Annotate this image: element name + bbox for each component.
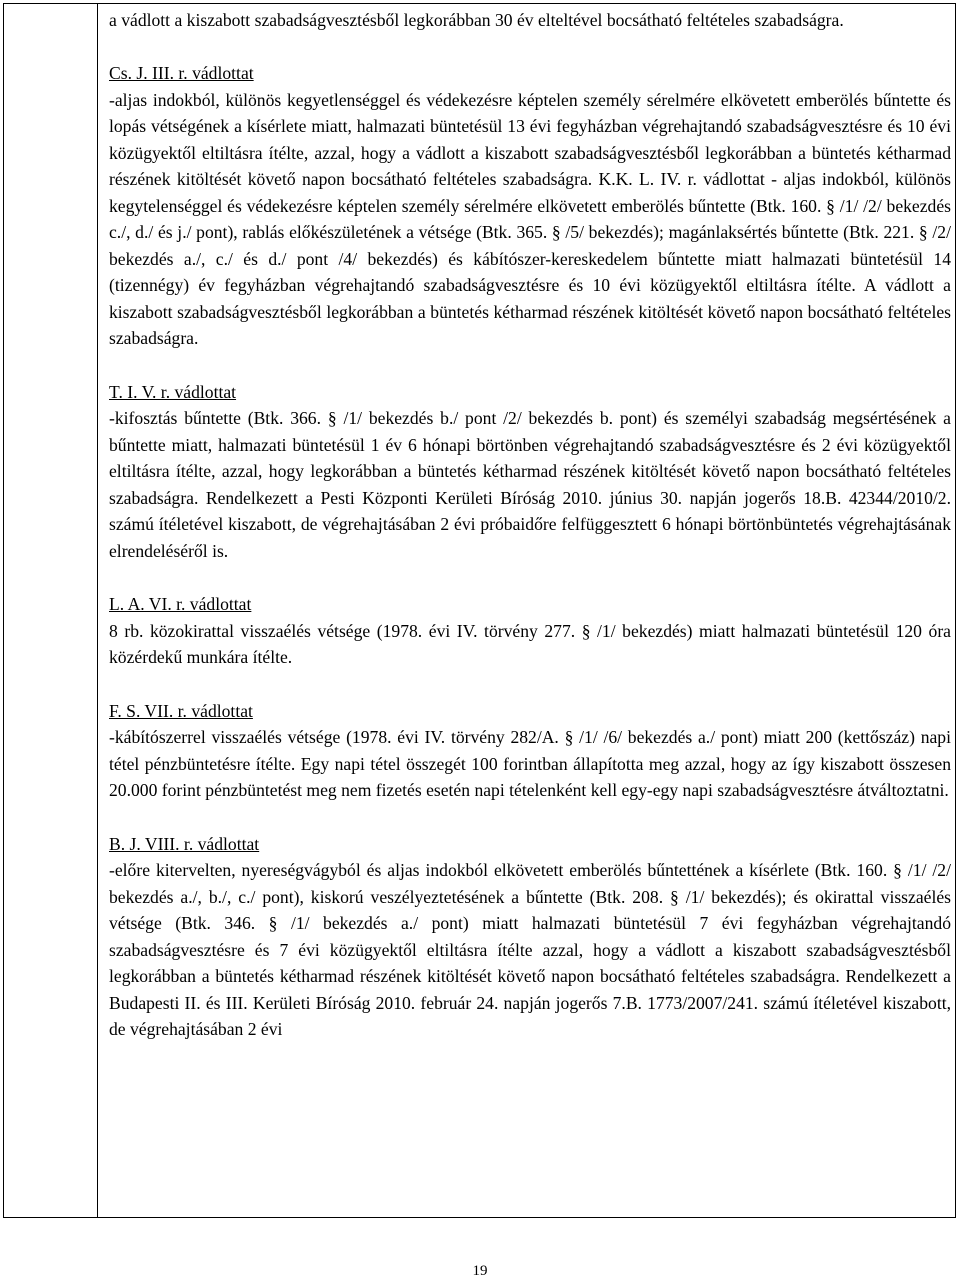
section-paragraph-cs-j: -aljas indokból, különös kegyetlenséggel és védekezésre képtelen személy sérelmére elkövetett emberölés bűntette és lopás vétségének a kísérlete miatt, halmazati büntetésül 13 évi fegyházban végrehajtandó szabadságvesztésre és 10 évi közügyektől eltiltásra ítélte, azzal, hogy a vádlott a kiszabott szabadságvesztésből legkorábban a büntetés kétharmad részének kitöltését követő napon bocsátható feltételes szabadságra. K.K. L. IV. r. vádlottat - aljas indokból, különös kegytelenséggel és védekezésre képtelen személy sérelmére elkövetett emberölés bűntette (Btk. 160. § /1/ /2/ bekezdés c./, d./ és j./ pont), rablás előkészületének a vétsége (Btk. 365. § /5/ bekezdés); magánlaksértés bűntette (Btk. 221. § /2/ bekezdés a./, c./ és d./ pont /4/ bekezdés) és kábítószer-kereskedelem bűntette miatt halmazati büntetésül 14 (tizennégy) év fegyházban végrehajtandó szabadságvesztésre és 10 évi közügyektől eltiltásra ítélte. A vádlott a kiszabott szabadságvesztésből legkorábban a büntetés kétharmad részének kitöltését követő napon bocsátható feltételes szabadságra. (109, 89, 951, 348)
section-paragraph-b-j: -előre kitervelten, nyereségvágyból és aljas indokból elkövetett emberölés bűntettének a kísérlete (Btk. 160. § /1/ /2/ bekezdés a./, b./, c./ pont), kiskorú veszélyeztetésének a bűntette (Btk. 208. § /1/ bekezdés); és okirattal visszaélés vétsége (Btk. 346. § /1/ bekezdés a./ pont) miatt halmazati büntetésül 7 évi fegyházban végrehajtandó szabadságvesztésre és 7 évi közügyektől eltiltásra ítélte azzal, hogy a vádlott a kiszabott szabadságvesztésből legkorábban a büntetés kétharmad részének kitöltését követő napon bocsátható feltételes szabadságra. Rendelkezett a Budapesti II. és III. Kerületi Bíróság 2010. február 24. napján jogerős 7.B. 1773/2007/241. számú ítéletével kiszabott, de végrehajtásában 2 évi (109, 860, 951, 1039)
section-paragraph-t-i: -kifosztás bűntette (Btk. 366. § /1/ bekezdés b./ pont /2/ bekezdés b. pont) és személyi szabadság megsértésének a bűntette miatt, halmazati büntetésül 1 év 6 hónapi börtönben végrehajtandó szabadságvesztésre és 2 évi közügyektől eltiltásra ítélte, azzal, hogy legkorábban a büntetés kétharmad részének kitöltését követő napon bocsátható feltételes szabadságra. Rendelkezett a Pesti Központi Kerületi Bíróság 2010. június 30. napján jogerős 18.B. 42344/2010/2. számú ítéletével kiszabott, de végrehajtásában 2 évi próbaidőre felfüggesztett 6 hónapi börtönbüntetés végrehajtásának elrendeléséről is. (109, 408, 951, 561)
section-heading-t-i: T. I. V. r. vádlottat (109, 381, 237, 402)
left-margin-column (4, 4, 98, 1217)
section-heading-f-s: F. S. VII. r. vádlottat (109, 700, 253, 721)
section-heading-cs-j: Cs. J. III. r. vádlottat (109, 63, 254, 83)
section-paragraph-l-a: 8 rb. közokirattal visszaélés vétsége (1978. évi IV. törvény 277. § /1/ bekezdés) miatt halmazati büntetésül 120 óra közérdekű munkára ítélte. (109, 620, 951, 667)
page-number: 19 (472, 1263, 488, 1279)
judgment-text-column (98, 4, 955, 1217)
section-paragraph-f-s: -kábítószerrel visszaélés vétsége (1978. évi IV. törvény 282/A. § /1/ /6/ bekezdés a./ pont) miatt 200 (kettőszáz) napi tétel pénzbüntetésre ítélte. Egy napi tétel összegét 100 forintban állapította meg azzal, hogy az így kiszabott összesen 20.000 forint pénzbüntetést meg nem fizetés esetén napi tételenként kell egy-egy napi szabadságvesztésre átváltoztatni. (109, 727, 951, 800)
section-heading-l-a: L. A. VI. r. vádlottat (109, 594, 252, 614)
section-heading-b-j: B. J. VIII. r. vádlottat (109, 833, 260, 854)
judgment-table (3, 3, 956, 1218)
opening-paragraph: a vádlott a kiszabott szabadságvesztésből legkorábban 30 év elteltével bocsátható feltételes szabadságra. (109, 10, 844, 30)
